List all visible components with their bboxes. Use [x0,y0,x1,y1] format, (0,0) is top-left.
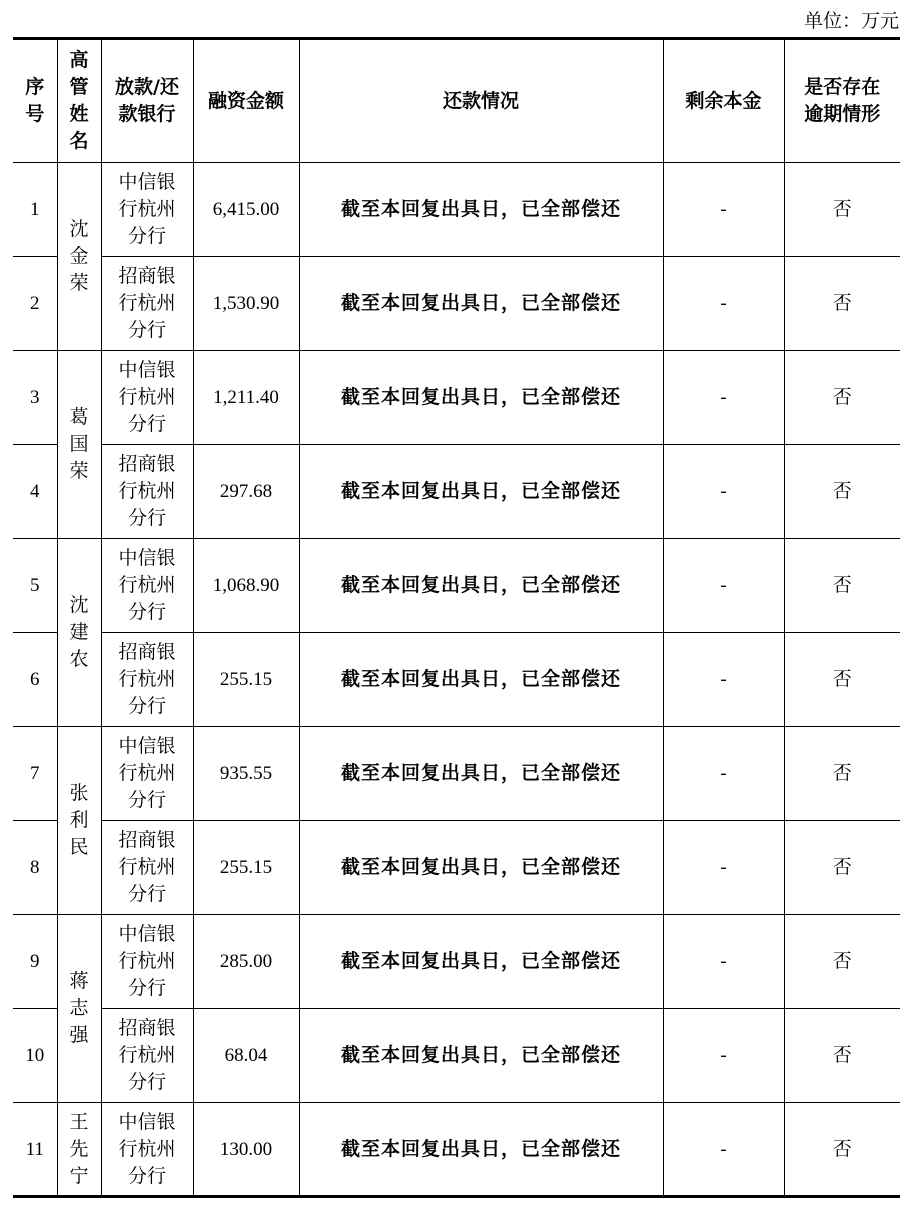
bank-cell: 招商银行杭州分行 [101,633,193,727]
header-bank: 放款/还款银行 [101,39,193,163]
bank-cell: 中信银行杭州分行 [101,727,193,821]
executive-name-cell: 葛国荣 [57,351,101,539]
seq-cell: 2 [13,257,57,351]
table-row [13,1009,900,1103]
executive-name-cell: 蒋志强 [57,915,101,1103]
executive-name-cell: 张利民 [57,727,101,915]
overdue-cell: 否 [784,1103,900,1197]
overdue-cell: 否 [784,257,900,351]
overdue-cell: 否 [784,539,900,633]
seq-cell: 9 [13,915,57,1009]
table-row [13,821,900,915]
table-row [13,163,900,257]
bank-cell: 中信银行杭州分行 [101,351,193,445]
bank-cell: 中信银行杭州分行 [101,1103,193,1197]
executive-name-cell: 王先宁 [57,1103,101,1197]
overdue-cell: 否 [784,1009,900,1103]
repay-status-cell: 截至本回复出具日，已全部偿还 [299,1009,663,1103]
repay-status-cell: 截至本回复出具日，已全部偿还 [299,915,663,1009]
header-amount: 融资金额 [193,39,299,163]
unit-label: 单位：万元 [803,11,899,32]
amount-cell: 935.55 [193,727,299,821]
bank-cell: 招商银行杭州分行 [101,821,193,915]
remaining-principal-cell: - [663,445,784,539]
seq-cell: 7 [13,727,57,821]
table-row [13,915,900,1009]
amount-cell: 1,211.40 [193,351,299,445]
repay-status-cell: 截至本回复出具日，已全部偿还 [299,633,663,727]
header-remain: 剩余本金 [663,39,784,163]
bank-cell: 中信银行杭州分行 [101,539,193,633]
bank-cell: 中信银行杭州分行 [101,163,193,257]
remaining-principal-cell: - [663,1103,784,1197]
remaining-principal-cell: - [663,915,784,1009]
repay-status-cell: 截至本回复出具日，已全部偿还 [299,257,663,351]
overdue-cell: 否 [784,915,900,1009]
remaining-principal-cell: - [663,727,784,821]
header-name: 高管姓名 [57,39,101,163]
header-repay: 还款情况 [299,39,663,163]
table-row [13,351,900,445]
amount-cell: 1,530.90 [193,257,299,351]
amount-cell: 285.00 [193,915,299,1009]
seq-cell: 3 [13,351,57,445]
seq-cell: 5 [13,539,57,633]
repay-status-cell: 截至本回复出具日，已全部偿还 [299,1103,663,1197]
overdue-cell: 否 [784,727,900,821]
repay-status-cell: 截至本回复出具日，已全部偿还 [299,163,663,257]
overdue-cell: 否 [784,445,900,539]
amount-cell: 1,068.90 [193,539,299,633]
seq-cell: 1 [13,163,57,257]
repay-status-cell: 截至本回复出具日，已全部偿还 [299,539,663,633]
bank-cell: 招商银行杭州分行 [101,445,193,539]
executive-loan-table [13,37,900,1198]
amount-cell: 255.15 [193,633,299,727]
remaining-principal-cell: - [663,351,784,445]
seq-cell: 6 [13,633,57,727]
remaining-principal-cell: - [663,633,784,727]
amount-cell: 6,415.00 [193,163,299,257]
header-seq: 序号 [13,39,57,163]
remaining-principal-cell: - [663,163,784,257]
overdue-cell: 否 [784,163,900,257]
overdue-cell: 否 [784,633,900,727]
table-body [13,163,900,1197]
remaining-principal-cell: - [663,539,784,633]
header-row [13,39,900,163]
seq-cell: 8 [13,821,57,915]
remaining-principal-cell: - [663,821,784,915]
table-row [13,257,900,351]
table-row [13,1103,900,1197]
seq-cell: 4 [13,445,57,539]
bank-cell: 招商银行杭州分行 [101,257,193,351]
overdue-cell: 否 [784,821,900,915]
repay-status-cell: 截至本回复出具日，已全部偿还 [299,351,663,445]
bank-cell: 招商银行杭州分行 [101,1009,193,1103]
header-overdue: 是否存在逾期情形 [784,39,900,163]
seq-cell: 11 [13,1103,57,1197]
amount-cell: 297.68 [193,445,299,539]
repay-status-cell: 截至本回复出具日，已全部偿还 [299,445,663,539]
executive-name-cell: 沈金荣 [57,163,101,351]
table-row [13,445,900,539]
remaining-principal-cell: - [663,1009,784,1103]
amount-cell: 255.15 [193,821,299,915]
overdue-cell: 否 [784,351,900,445]
bank-cell: 中信银行杭州分行 [101,915,193,1009]
table-row [13,633,900,727]
seq-cell: 10 [13,1009,57,1103]
repay-status-cell: 截至本回复出具日，已全部偿还 [299,727,663,821]
amount-cell: 68.04 [193,1009,299,1103]
executive-name-cell: 沈建农 [57,539,101,727]
repay-status-cell: 截至本回复出具日，已全部偿还 [299,821,663,915]
table-row [13,539,900,633]
amount-cell: 130.00 [193,1103,299,1197]
table-row [13,727,900,821]
remaining-principal-cell: - [663,257,784,351]
